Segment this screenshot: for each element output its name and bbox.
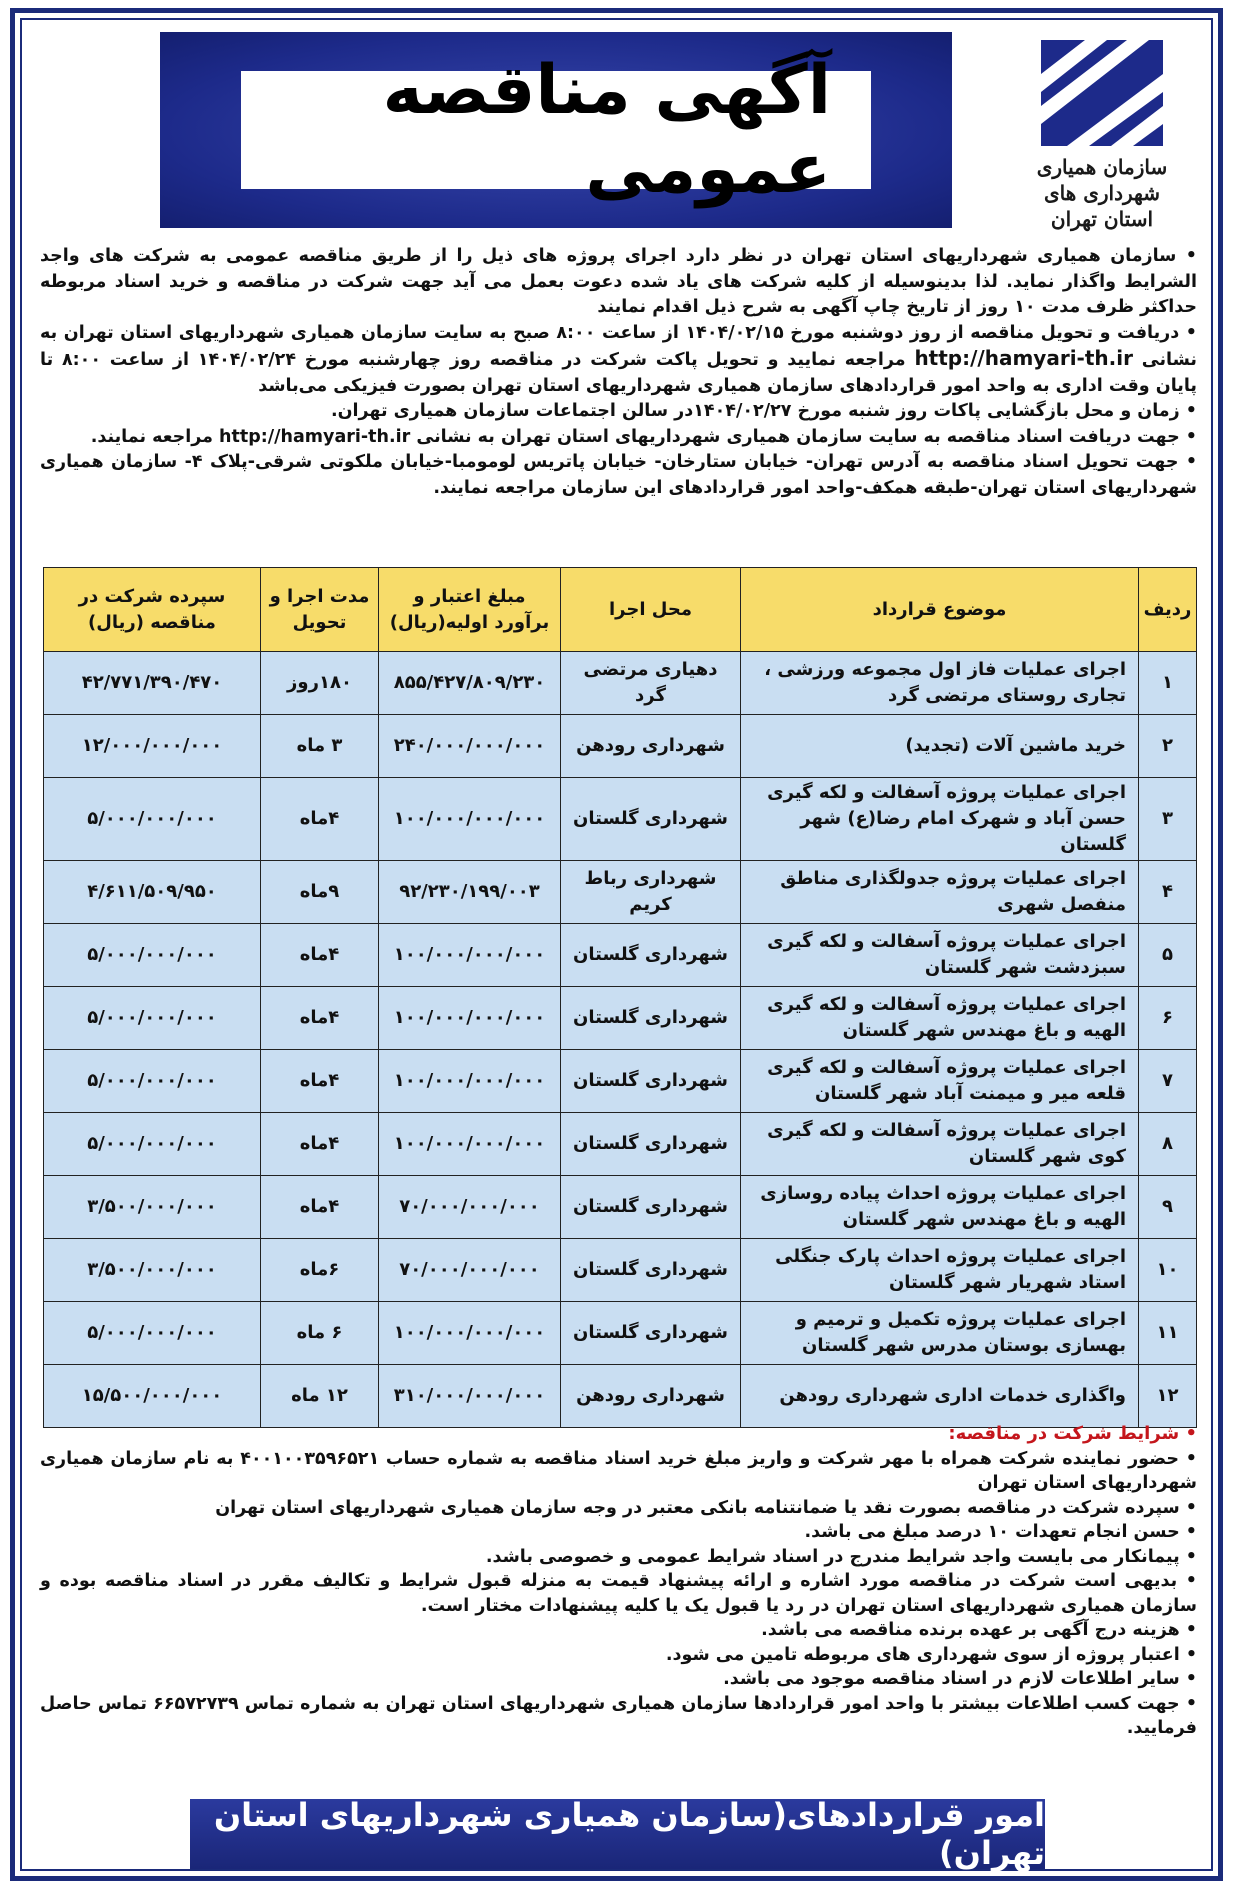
cell-location: شهرداری گلستان [561,924,741,987]
cell-row-number: ۲ [1139,715,1197,778]
cell-subject: اجرای عملیات فاز اول مجموعه ورزشی ، تجاری روستای مرتضی گرد [741,652,1139,715]
cell-row-number: ۱ [1139,652,1197,715]
logo-text-line1: سازمان همیاری شهرداری های [1036,155,1168,205]
cell-row-number: ۷ [1139,1050,1197,1113]
cell-subject: اجرای عملیات پروژه جدولگذاری مناطق منفصل شهری [741,861,1139,924]
intro-paragraph-5: • جهت تحویل اسناد مناقصه به آدرس تهران- خیابان ستارخان- خیابان پاتریس لومومبا-خیابان ملکوتی شرقی-پلاک ۴- سازمان همیاری شهرداریهای استان تهران-طبقه همکف-واحد امور قراردادهای این سازمان مراجعه نمایند. [40,452,1198,498]
table-row [44,1176,1197,1239]
table-row [44,924,1197,987]
cell-duration: ۳ ماه [261,715,379,778]
cell-subject: اجرای عملیات پروژه احداث پارک جنگلی استاد شهریار شهر گلستان [741,1239,1139,1302]
cell-row-number: ۸ [1139,1113,1197,1176]
header-row-number: ردیف [1139,568,1197,652]
intro-paragraph-1: • سازمان همیاری شهرداریهای استان تهران در نظر دارد اجرای پروژه های ذیل را از طریق مناقصه عمومی به شرکت های واجد الشرایط واگذار نماید. لذا بدینوسیله از کلیه شرکت های یاد شده دعوت بعمل می آید جهت شرکت در مناقصه و خرید اسناد مربوطه حداکثر ظرف مدت ۱۰ روز از تاریخ چاپ آگهی به شرح ذیل اقدام نمایند [40,246,1197,317]
table-row [44,652,1197,715]
condition-item: • حسن انجام تعهدات ۱۰ درصد مبلغ می باشد. [804,1522,1197,1542]
table-body [44,652,1197,1428]
cell-row-number: ۳ [1139,778,1197,861]
cell-amount: ۷۰/۰۰۰/۰۰۰/۰۰۰ [379,1239,561,1302]
table-row [44,1113,1197,1176]
cell-amount: ۱۰۰/۰۰۰/۰۰۰/۰۰۰ [379,987,561,1050]
cell-subject: اجرای عملیات پروژه آسفالت و لکه گیری کوی شهر گلستان [741,1113,1139,1176]
intro-paragraph-2 [40,321,1197,400]
cell-duration: ۴ماه [261,778,379,861]
header-duration: مدت اجرا و تحویل [261,568,379,652]
cell-location: شهرداری رباط کریم [561,861,741,924]
header-amount: مبلغ اعتبار و برآورد اولیه(ریال) [379,568,561,652]
condition-item: • سایر اطلاعات لازم در اسناد مناقصه موجود می باشد. [723,1669,1197,1689]
cell-row-number: ۱۰ [1139,1239,1197,1302]
cell-duration: ۹ماه [261,861,379,924]
table-row [44,715,1197,778]
table-row [44,1365,1197,1428]
page-title: آگهی مناقصه عمومی [382,51,831,209]
table-row [44,1050,1197,1113]
cell-duration: ۱۲ ماه [261,1365,379,1428]
cell-amount: ۳۱۰/۰۰۰/۰۰۰/۰۰۰ [379,1365,561,1428]
intro-paragraph-4-start: • جهت دریافت اسناد مناقصه به سایت سازمان همیاری شهرداریهای استان تهران به نشانی [416,426,1197,447]
cell-deposit: ۵/۰۰۰/۰۰۰/۰۰۰ [44,924,261,987]
cell-row-number: ۶ [1139,987,1197,1050]
table-row [44,778,1197,861]
cell-duration: ۶ماه [261,1239,379,1302]
condition-item: • هزینه درج آگهی بر عهده برنده مناقصه می باشد. [761,1620,1197,1640]
cell-location: شهرداری رودهن [561,1365,741,1428]
cell-amount: ۱۰۰/۰۰۰/۰۰۰/۰۰۰ [379,778,561,861]
header-subject: موضوع قرارداد [741,568,1139,652]
cell-amount: ۸۵۵/۴۲۷/۸۰۹/۲۳۰ [379,652,561,715]
cell-row-number: ۱۱ [1139,1302,1197,1365]
cell-amount: ۱۰۰/۰۰۰/۰۰۰/۰۰۰ [379,1113,561,1176]
footer-text: امور قراردادهای(سازمان همیاری شهرداریهای استان تهران) [213,1796,1045,1872]
cell-duration: ۴ماه [261,1113,379,1176]
cell-location: شهرداری رودهن [561,715,741,778]
logo-mark-icon [1027,34,1177,152]
cell-amount: ۱۰۰/۰۰۰/۰۰۰/۰۰۰ [379,924,561,987]
cell-deposit: ۴۲/۷۷۱/۳۹۰/۴۷۰ [44,652,261,715]
cell-subject: اجرای عملیات پروژه آسفالت و لکه گیری الهیه و باغ مهندس شهر گلستان [741,987,1139,1050]
conditions-heading: • شرایط شرکت در مناقصه: [948,1423,1197,1444]
cell-amount: ۲۴۰/۰۰۰/۰۰۰/۰۰۰ [379,715,561,778]
table-row [44,1239,1197,1302]
cell-amount: ۷۰/۰۰۰/۰۰۰/۰۰۰ [379,1176,561,1239]
header [26,26,1207,231]
title-banner [160,32,952,228]
cell-location: شهرداری گلستان [561,1113,741,1176]
cell-deposit: ۵/۰۰۰/۰۰۰/۰۰۰ [44,778,261,861]
intro-paragraph-4-end: مراجعه نمایند. [90,426,213,447]
website-link[interactable]: http://hamyari-th.ir [914,346,1133,370]
cell-row-number: ۴ [1139,861,1197,924]
intro-text [40,244,1197,501]
cell-row-number: ۵ [1139,924,1197,987]
table-row [44,861,1197,924]
table-row [44,987,1197,1050]
cell-duration: ۱۸۰روز [261,652,379,715]
cell-deposit: ۵/۰۰۰/۰۰۰/۰۰۰ [44,1113,261,1176]
tender-table [44,567,1197,1428]
intro-paragraph-4 [40,425,1197,451]
cell-deposit: ۳/۵۰۰/۰۰۰/۰۰۰ [44,1239,261,1302]
intro-paragraph-3: • زمان و محل بازگشایی پاکات روز شنبه مورخ ۱۴۰۴/۰۲/۲۷در سالن اجتماعات سازمان همیاری تهران. [330,401,1197,421]
cell-row-number: ۱۲ [1139,1365,1197,1428]
cell-subject: اجرای عملیات پروژه تکمیل و ترمیم و بهسازی بوستان مدرس شهر گلستان [741,1302,1139,1365]
cell-amount: ۱۰۰/۰۰۰/۰۰۰/۰۰۰ [379,1302,561,1365]
cell-location: شهرداری گلستان [561,1302,741,1365]
cell-duration: ۴ماه [261,1050,379,1113]
cell-row-number: ۹ [1139,1176,1197,1239]
header-location: محل اجرا [561,568,741,652]
condition-item: • بدیهی است شرکت در مناقصه مورد اشاره و ارائه پیشنهاد قیمت به منزله قبول شرایط و تکالیف مقرر در اسناد مناقصه بوده و سازمان همیاری شهرداریهای استان تهران در رد یا قبول یک یا کلیه پیشنهادات مختار است. [40,1571,1197,1616]
cell-deposit: ۱۲/۰۰۰/۰۰۰/۰۰۰ [44,715,261,778]
cell-subject: اجرای عملیات پروژه آسفالت و لکه گیری حسن آباد و شهرک امام رضا(ع) شهر گلستان [741,778,1139,861]
table-row [44,1302,1197,1365]
logo-text-line2: استان تهران [1050,207,1154,231]
cell-deposit: ۵/۰۰۰/۰۰۰/۰۰۰ [44,987,261,1050]
organization-logo [997,26,1207,231]
cell-location: شهرداری گلستان [561,778,741,861]
intro-paragraph-2-end: مراجعه نمایید و تحویل پاکت شرکت در مناقصه روز چهارشنبه مورخ ۱۴۰۴/۰۲/۲۴ از ساعت ۸:۰۰ تا پایان وقت اداری به واحد امور قراردادهای سازمان همیاری شهرداریهای استان تهران بصورت فیزیکی می‌باشد [40,350,1197,396]
cell-subject: خرید ماشین آلات (تجدید) [741,715,1139,778]
title-box [241,51,871,209]
cell-duration: ۴ماه [261,924,379,987]
cell-subject: اجرای عملیات پروژه آسفالت و لکه گیری قلعه میر و میمنت آباد شهر گلستان [741,1050,1139,1113]
header-deposit: سپرده شرکت در مناقصه (ریال) [44,568,261,652]
cell-deposit: ۵/۰۰۰/۰۰۰/۰۰۰ [44,1302,261,1365]
cell-subject: اجرای عملیات پروژه احداث پیاده روسازی الهیه و باغ مهندس شهر گلستان [741,1176,1139,1239]
cell-amount: ۹۲/۲۳۰/۱۹۹/۰۰۳ [379,861,561,924]
cell-deposit: ۳/۵۰۰/۰۰۰/۰۰۰ [44,1176,261,1239]
conditions-list [40,1447,1197,1741]
conditions-section [40,1422,1197,1741]
cell-deposit: ۱۵/۵۰۰/۰۰۰/۰۰۰ [44,1365,261,1428]
footer-banner [190,1796,1045,1872]
condition-item: • اعتبار پروژه از سوی شهرداری های مربوطه تامین می شود. [665,1644,1197,1665]
cell-location: شهرداری گلستان [561,1050,741,1113]
cell-subject: واگذاری خدمات اداری شهرداری رودهن [741,1365,1139,1428]
cell-deposit: ۵/۰۰۰/۰۰۰/۰۰۰ [44,1050,261,1113]
cell-duration: ۴ماه [261,987,379,1050]
condition-item: • حضور نماینده شرکت همراه با مهر شرکت و واریز مبلغ خرید اسناد مناقصه به شماره حساب ۴۰۰۱۰۰۳۵۹۶۵۲۱ به نام سازمان همیاری شهرداریهای استان تهران [40,1448,1197,1493]
cell-location: شهرداری گلستان [561,1176,741,1239]
cell-location: دهیاری مرتضی گرد [561,652,741,715]
website-link-2[interactable]: http://hamyari-th.ir [219,426,411,447]
condition-item: • پیمانکار می بایست واجد شرایط مندرج در اسناد شرایط عمومی و خصوصی باشد. [485,1546,1197,1567]
condition-item: • سپرده شرکت در مناقصه بصورت نقد یا ضمانتنامه بانکی معتبر در وجه سازمان همیاری شهرداریهای استان تهران [215,1497,1197,1518]
cell-duration: ۶ ماه [261,1302,379,1365]
cell-location: شهرداری گلستان [561,1239,741,1302]
cell-amount: ۱۰۰/۰۰۰/۰۰۰/۰۰۰ [379,1050,561,1113]
condition-item: • جهت کسب اطلاعات بیشتر با واحد امور قراردادها سازمان همیاری شهرداریهای استان تهران به شماره تماس ۶۶۵۷۲۷۳۹ تماس حاصل فرمایید. [40,1693,1197,1738]
cell-subject: اجرای عملیات پروژه آسفالت و لکه گیری سبزدشت شهر گلستان [741,924,1139,987]
cell-duration: ۴ماه [261,1176,379,1239]
logo-text [997,154,1207,232]
cell-location: شهرداری گلستان [561,987,741,1050]
table-header-row [44,568,1197,652]
cell-deposit: ۴/۶۱۱/۵۰۹/۹۵۰ [44,861,261,924]
intro-paragraph-2-start: • دریافت و تحویل مناقصه از روز دوشنبه مورخ ۱۴۰۴/۰۲/۱۵ از ساعت ۸:۰۰ صبح به سایت سازمان همیاری شهرداریهای استان تهران به نشانی [40,322,1198,370]
